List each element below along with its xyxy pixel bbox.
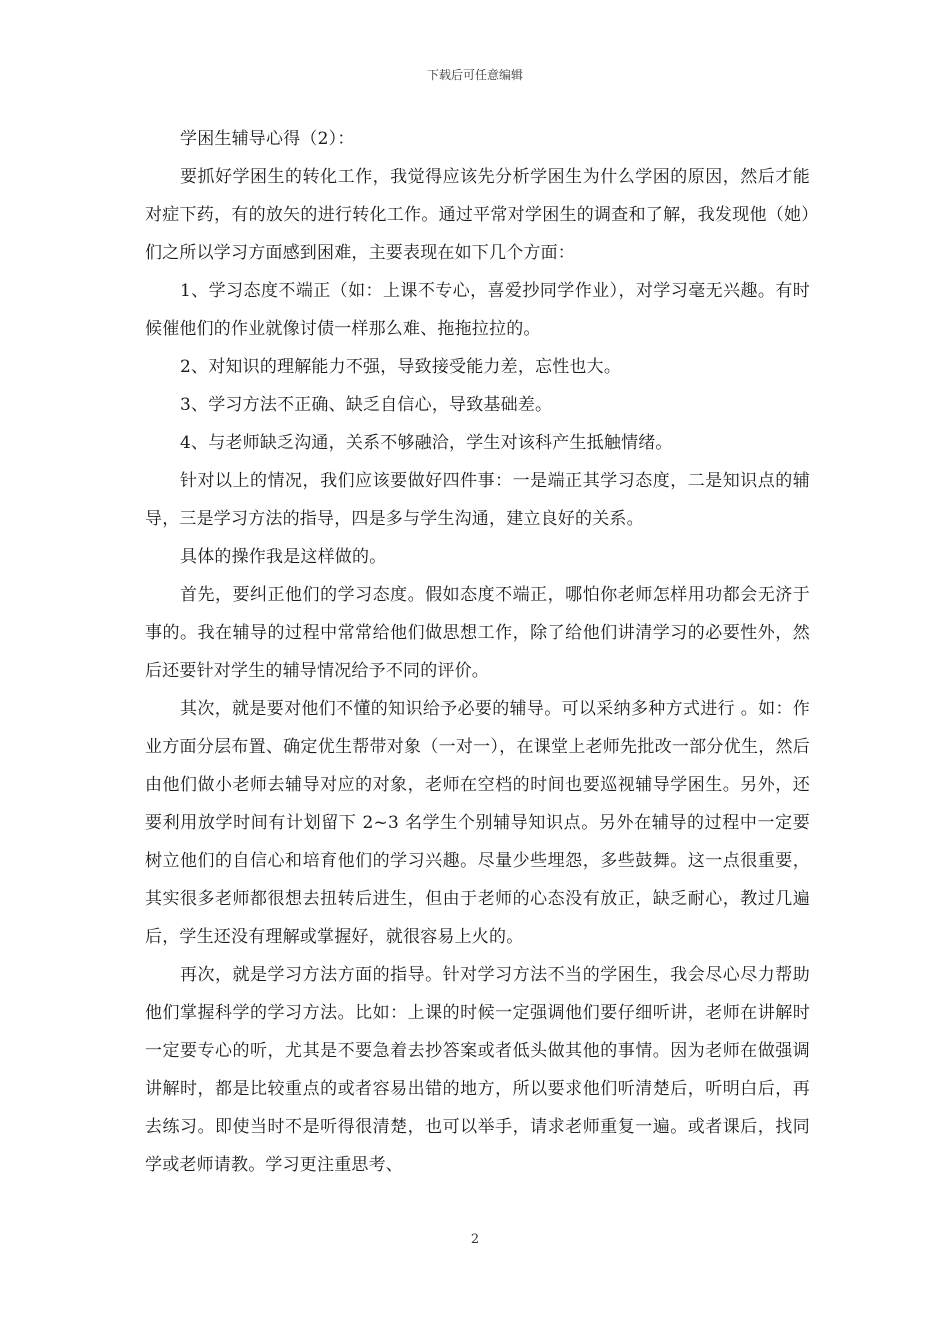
document-title-line: 学困生辅导心得（2）：: [180, 129, 355, 149]
paragraph-third: 再次，就是学习方法方面的指导。针对学习方法不当的学困生，我会尽心尽力帮助他们掌握科学的学习方法。比如：上课的时候一定强调他们要仔细听讲，老师在讲解时一定要专心的听，尤其是不要急着去抄答案或者低头做其他的事情。因为老师在做强调讲解时，都是比较重点的或者容易出错的地方，所以要求他们听清楚后，听明白后，再去练习。即使当时不是听得很清楚，也可以举手，请求老师重复一遍。或者课后，找同学或老师请教。学习更注重思考、: [145, 965, 810, 1175]
page-header: 下载后可任意编辑: [426, 68, 523, 82]
page-number: 2: [470, 1232, 480, 1247]
paragraph-second: 其次，就是要对他们不懂的知识给予必要的辅导。可以采纳多种方式进行 。如：作业方面分层布置、确定优生帮带对象（一对一），在课堂上老师先批改一部分优生，然后由他们做小老师去辅导对应的对象，老师在空档的时间也要巡视辅导学困生。另外，还要利用放学时间有计划留下 2~3 名学生个别辅导知识点。另外在辅导的过程中一定要树立他们的自信心和培育他们的学习兴趣。尽量少些埋怨，多些鼓舞。这一点很重要，其实很多老师都很想去扭转后进生，但由于老师的心态没有放正，缺乏耐心，教过几遍后，学生还没有理解或掌握好，就很容易上火的。: [145, 699, 810, 947]
paragraph-point-1: 1、学习态度不端正（如：上课不专心，喜爱抄同学作业），对学习毫无兴趣。有时候催他们的作业就像讨债一样那么难、拖拖拉拉的。: [145, 281, 810, 339]
paragraph-point-2: 2、对知识的理解能力不强，导致接受能力差，忘性也大。: [180, 357, 622, 377]
paragraph-intro: 要抓好学困生的转化工作，我觉得应该先分析学困生为什么学困的原因，然后才能对症下药，有的放矢的进行转化工作。通过平常对学困生的调查和了解，我发现他（她）们之所以学习方面感到困难，主要表现在如下几个方面：: [145, 167, 810, 263]
paragraph-point-3: 3、学习方法不正确、缺乏自信心，导致基础差。: [180, 395, 553, 415]
paragraph-point-4: 4、与老师缺乏沟通，关系不够融洽，学生对该科产生抵触情绪。: [180, 433, 673, 453]
document-body: [145, 120, 810, 1184]
paragraph-operation-intro: 具体的操作我是这样做的。: [180, 547, 387, 567]
paragraph-four-tasks: 针对以上的情况，我们应该要做好四件事：一是端正其学习态度，二是知识点的辅导，三是学习方法的指导，四是多与学生沟通，建立良好的关系。: [145, 471, 810, 529]
paragraph-first: 首先，要纠正他们的学习态度。假如态度不端正，哪怕你老师怎样用功都会无济于事的。我在辅导的过程中常常给他们做思想工作，除了给他们讲清学习的必要性外，然后还要针对学生的辅导情况给予不同的评价。: [145, 585, 810, 681]
